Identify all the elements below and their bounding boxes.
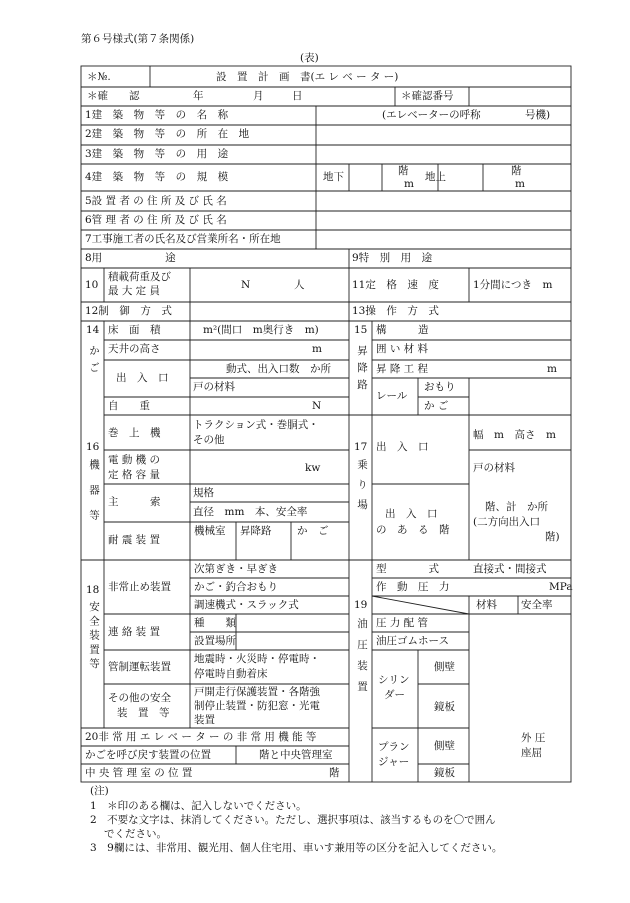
row-13-label: 13操 作 方 式	[352, 305, 439, 317]
communication-device: 連 絡 装 置	[108, 626, 161, 638]
hoistway-stroke: 昇 降 工 程	[376, 363, 429, 375]
hydraulic-number: 19	[354, 599, 368, 611]
rail-cage: か ご	[424, 400, 449, 412]
rail-weight: おもり	[424, 381, 456, 393]
landing-entrance: 出 入 口	[376, 441, 429, 453]
landing-door-material: 戸の材料	[473, 462, 515, 474]
row-11-label: 11定 格 速 度	[352, 279, 439, 291]
other-safety-value-b: 制停止装置・防犯窓・光電	[194, 700, 320, 712]
other-safety-b: 装 置 等	[117, 707, 170, 719]
buckling: 座屈	[521, 747, 542, 759]
material-label: 材料	[476, 599, 497, 611]
other-safety-value-c: 装置	[194, 714, 215, 726]
plunger-side-wall: 側壁	[434, 740, 455, 752]
row-20-label: 20非 常 用 エ レ ベ ー タ ー の 非 常 用 機 能 等	[85, 731, 317, 743]
safety-section-label: 安全装置等	[88, 601, 100, 672]
landing-number: 17	[354, 441, 368, 453]
emergency-stop: 非常止め装置	[108, 581, 171, 593]
control-option-a: 地震時・火災時・停電時・	[194, 653, 320, 665]
other-safety-value-a: 戸開走行保護装置・各階強	[194, 686, 320, 698]
row-7-label: 7工事施工者の氏名及び営業所名・所在地	[85, 233, 281, 245]
row-1-note: (エレベーターの呼称	[382, 109, 481, 121]
confirm-number-label: ＊確認番号	[401, 90, 454, 102]
landing-size: 幅 m 高さ m	[473, 429, 556, 441]
control-operation: 管制運転装置	[108, 661, 171, 673]
cage-ceiling-unit: m	[312, 343, 322, 355]
seismic-shaft: 昇降路	[240, 525, 272, 537]
hydraulic-section-label: 油圧装置	[356, 618, 368, 702]
cage-weight-unit: N	[312, 400, 322, 412]
row-3-label: 3建 築 物 等 の 用 途	[85, 148, 229, 160]
hydraulic-type: 型 式	[376, 563, 439, 575]
face-label: (表)	[300, 52, 319, 64]
cage-door-material: 戸の材料	[193, 381, 235, 393]
seismic-cage: か ご	[297, 525, 329, 537]
row-8-label: 8用 途	[85, 252, 176, 264]
landing-floors-value-a: 階、計 か所	[485, 501, 548, 513]
recall-device-label: かごを呼び戻す装置の位置	[85, 749, 211, 761]
row-4-m: m	[404, 178, 414, 190]
row-4-floor: 階	[398, 165, 409, 177]
row-9-label: 9特 別 用 途	[352, 252, 433, 264]
row-12-label: 12制 御 方 式	[85, 305, 172, 317]
pressure-piping: 圧 力 配 管	[376, 617, 429, 629]
hoistway-section-label: 昇降路	[356, 345, 368, 396]
landing-floors-value-c: 階)	[545, 531, 560, 543]
equipment-rope: 主 索	[108, 496, 161, 508]
form-number: 第６号様式(第７条関係)	[81, 33, 195, 45]
hydraulic-type-value: 直接式・間接式	[473, 563, 547, 575]
safety-factor-label: 安全率	[521, 599, 553, 611]
confirm-label: ＊確 認	[87, 90, 140, 102]
equipment-seismic: 耐 震 装 置	[108, 534, 161, 546]
row-11-value: 1分間につき m	[473, 279, 553, 291]
equipment-number: 16	[86, 441, 100, 453]
central-room-label: 中 央 管 理 室 の 位 置	[85, 767, 193, 779]
row-10-label-b: 最 大 定 員	[108, 285, 161, 297]
motor-label-a: 電 動 機 の	[108, 454, 161, 466]
cage-entrance-count: 動式、出入口数 か所	[226, 363, 331, 375]
central-room-unit: 階	[329, 767, 340, 779]
row-4-label: 4建 築 物 等 の 規 模	[85, 171, 229, 183]
hoistway-rail: レール	[376, 390, 408, 402]
plunger-end-plate: 鏡板	[434, 767, 455, 779]
hydraulic-hose: 油圧ゴムホース	[376, 635, 449, 647]
seismic-machine-room: 機械室	[194, 525, 226, 537]
equipment-section-label: 機器等	[88, 459, 100, 535]
page-title: 設 置 計 画 書(エ レ ベ ー タ ー)	[216, 71, 399, 83]
year-label: 年	[193, 90, 204, 102]
cylinder-side-wall: 側壁	[434, 661, 455, 673]
cage-floor-area: 床 面 積	[108, 324, 161, 336]
hoistway-structure: 構 造	[376, 324, 429, 336]
hoistway-enclosure: 囲 い 材 料	[376, 343, 429, 355]
other-safety-a: その他の安全	[108, 692, 171, 704]
plunger-label-a: プラン	[378, 741, 410, 753]
row-4-floor-2: 階	[511, 165, 522, 177]
cylinder-end-plate: 鏡板	[434, 701, 455, 713]
cage-number: 14	[86, 324, 100, 336]
note-1: 1 ＊印のある欄は、記入しないでください。	[90, 800, 307, 812]
equipment-hoist: 巻 上 機	[108, 427, 161, 439]
stop-option-c: 調速機式・スラック式	[194, 599, 299, 611]
stop-option-b: かご・釣合おもり	[194, 581, 278, 593]
row-4-above: 地上	[425, 171, 446, 183]
landing-floors-a: 出 入 口	[385, 508, 438, 520]
communication-type: 種 類	[194, 617, 236, 629]
cage-entrance: 出 入 口	[116, 372, 169, 384]
cage-section-label: かご	[88, 345, 100, 379]
recall-device-value: 階と中央管理室	[259, 749, 333, 761]
notes-heading: (注)	[90, 785, 109, 797]
hydraulic-pressure-unit: MPa	[549, 581, 573, 593]
row-4-m-2: m	[515, 178, 525, 190]
row-10-n: N	[241, 279, 251, 291]
hoistway-stroke-unit: m	[547, 363, 557, 375]
cage-floor-area-value: m²(間口 m奥行き m)	[203, 324, 319, 336]
row-6-label: 6管 理 者 の 住 所 及 び 氏 名	[85, 214, 227, 226]
motor-label-b: 定 格 容 量	[108, 469, 161, 481]
row-10-label-a: 積載荷重及び	[108, 271, 171, 283]
day-label: 日	[292, 90, 303, 102]
cage-ceiling: 天井の高さ	[108, 343, 161, 355]
number-label: ＊№.	[87, 71, 111, 83]
cylinder-label-a: シリン	[378, 674, 410, 686]
rope-spec: 規格	[193, 487, 214, 499]
note-3: 3 9欄には、非常用、観光用、個人住宅用、車いす兼用等の区分を記入してください。	[90, 842, 503, 854]
note-2b: でください。	[104, 828, 167, 840]
row-10-person: 人	[294, 279, 305, 291]
landing-section-label: 乗り場	[356, 459, 368, 519]
hoist-type-b: その他	[193, 434, 225, 446]
confirm-number-field[interactable]	[470, 88, 570, 105]
note-2a: 2 不要な文字は、抹消してください。ただし、選択事項は、該当するものを〇で囲ん	[90, 814, 496, 826]
row-1-unit: 号機)	[525, 109, 551, 121]
safety-number: 18	[86, 584, 100, 596]
hydraulic-pressure: 作 動 圧 力	[376, 581, 450, 593]
row-10-number: 10	[85, 279, 99, 291]
month-label: 月	[253, 90, 264, 102]
motor-unit: kw	[305, 462, 321, 474]
stop-option-a: 次第ぎき・早ぎき	[194, 563, 278, 575]
row-2-label: 2建 築 物 等 の 所 在 地	[85, 128, 250, 140]
row-4-basement: 地下	[323, 171, 344, 183]
cage-weight: 自 重	[108, 400, 150, 412]
row-1-label: 1建 築 物 等 の 名 称	[85, 109, 229, 121]
hoistway-number: 15	[354, 324, 368, 336]
landing-floors-b: の あ る 階	[376, 524, 450, 536]
cylinder-label-b: ダー	[384, 689, 405, 701]
landing-floors-value-b: (二方向出入口	[473, 516, 541, 528]
control-option-b: 停電時自動着床	[194, 668, 268, 680]
hoist-type-a: トラクション式・巻胴式・	[193, 419, 319, 431]
rope-diameter: 直径 mm 本、安全率	[193, 506, 308, 518]
external-pressure: 外 圧	[521, 732, 546, 744]
row-5-label: 5設 置 者 の 住 所 及 び 氏 名	[85, 195, 227, 207]
communication-place: 設置場所	[194, 635, 236, 647]
plunger-label-b: ジャー	[378, 756, 410, 768]
